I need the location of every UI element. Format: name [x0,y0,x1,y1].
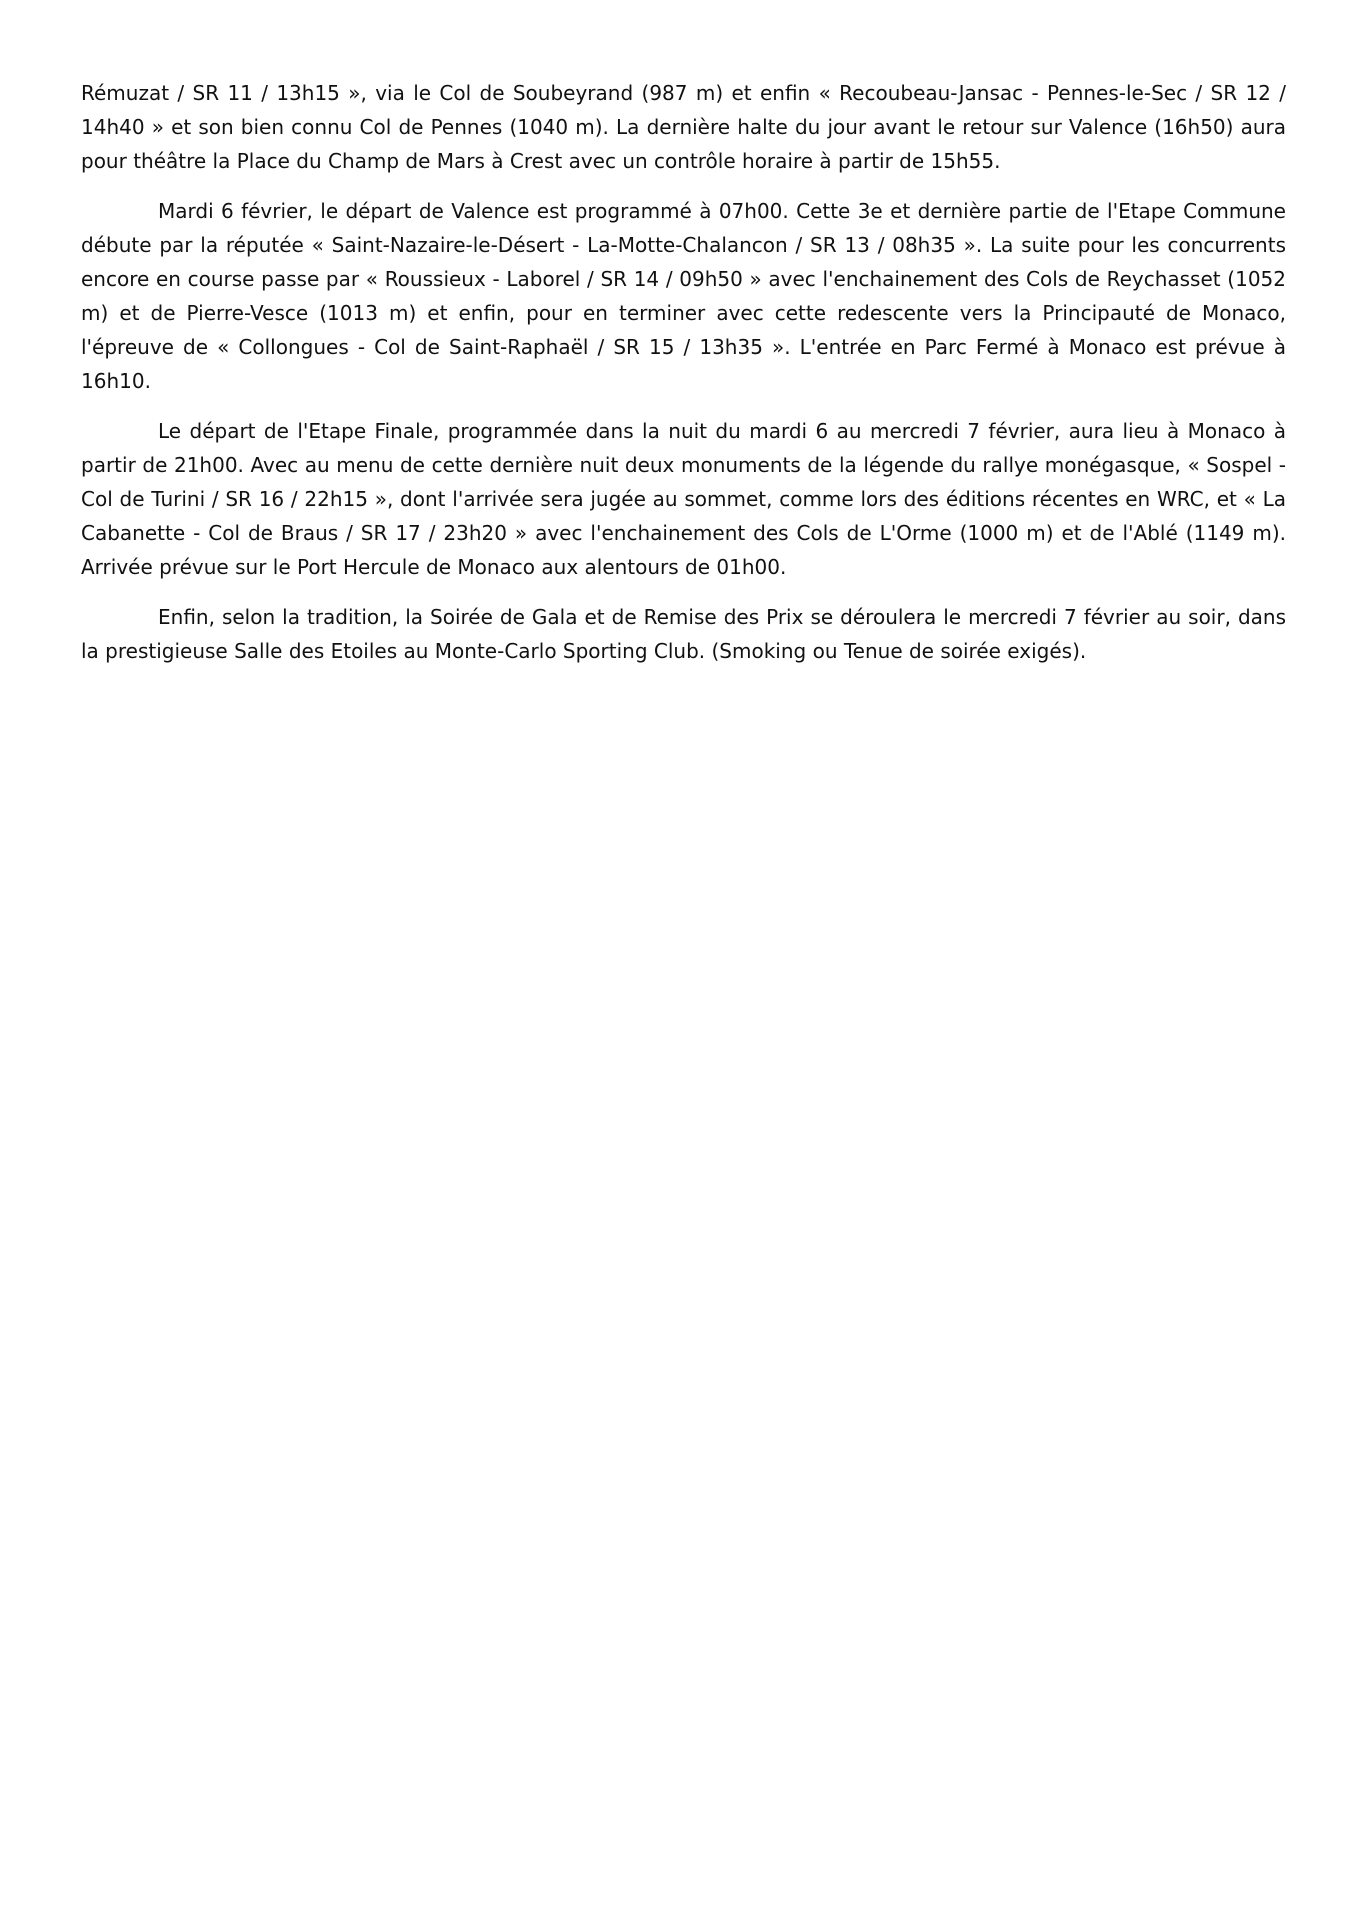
document-body [81,76,1286,668]
paragraph-continuation: Rémuzat / SR 11 / 13h15 », via le Col de Soubeyrand (987 m) et enfin « Recoubeau-Jansac - Pennes-le-Sec / SR 12 / 14h40 » et son bien connu Col de Pennes (1040 m). La dernière halte du jour avant le retour sur Valence (16h50) aura pour théâtre la Place du Champ de Mars à Crest avec un contrôle horaire à partir de 15h55. [81,81,1286,173]
paragraph-gala-evening: Enfin, selon la tradition, la Soirée de Gala et de Remise des Prix se déroulera le mercredi 7 février au soir, dans la prestigieuse Salle des Etoiles au Monte-Carlo Sporting Club. (Smoking ou Tenue de soirée exigés). [81,605,1286,663]
paragraph-tuesday-stage: Mardi 6 février, le départ de Valence est programmé à 07h00. Cette 3e et dernière partie de l'Etape Commune débute par la réputée « Saint-Nazaire-le-Désert - La-Motte-Chalancon / SR 13 / 08h35 ». La suite pour les concurrents encore en course passe par « Roussieux - Laborel / SR 14 / 09h50 » avec l'enchainement des Cols de Reychasset (1052 m) et de Pierre-Vesce (1013 m) et enfin, pour en terminer avec cette redescente vers la Principauté de Monaco, l'épreuve de « Collongues - Col de Saint-Raphaël / SR 15 / 13h35 ». L'entrée en Parc Fermé à Monaco est prévue à 16h10. [81,199,1286,393]
paragraph-final-stage: Le départ de l'Etape Finale, programmée dans la nuit du mardi 6 au mercredi 7 février, aura lieu à Monaco à partir de 21h00. Avec au menu de cette dernière nuit deux monuments de la légende du rallye monégasque, « Sospel - Col de Turini / SR 16 / 22h15 », dont l'arrivée sera jugée au sommet, comme lors des éditions récentes en WRC, et « La Cabanette - Col de Braus / SR 17 / 23h20 » avec l'enchainement des Cols de L'Orme (1000 m) et de l'Ablé (1149 m). Arrivée prévue sur le Port Hercule de Monaco aux alentours de 01h00. [81,419,1286,579]
